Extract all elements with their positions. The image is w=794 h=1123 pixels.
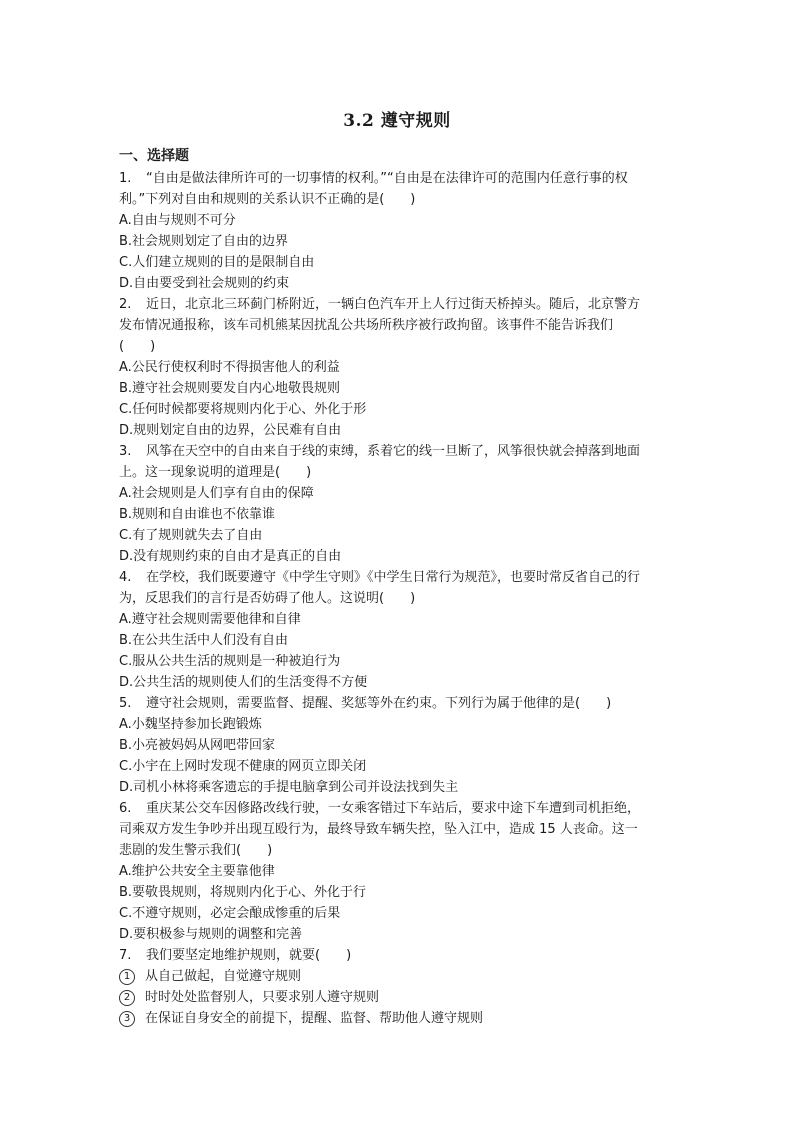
question-number: 7.: [119, 948, 132, 963]
circled-number-icon: 2: [119, 990, 135, 1006]
option-b: B.在公共生活中人们没有自由: [119, 633, 289, 648]
question-5: [119, 693, 685, 798]
question-3: [119, 441, 685, 567]
option-b: B.规则和自由谁也不依靠谁: [119, 507, 276, 522]
circled-number-icon: 3: [119, 1011, 135, 1027]
question-stem: 4. 在学校，我们既要遵守《中学生守则》《中学生日常行为规范》，也要时常反省自己的行: [119, 567, 685, 588]
numbered-item-2: 2 时时处处监督别人，只要求别人遵守规则: [119, 987, 685, 1008]
question-stem-line: 为，反思我们的言行是否妨碍了他人。这说明( ): [119, 591, 416, 606]
option-b: B.要敬畏规则，将规则内化于心、外化于行: [119, 885, 367, 900]
question-stem: 2. 近日，北京北三环蓟门桥附近，一辆白色汽车开上人行过街天桥掉头。随后，北京警方: [119, 294, 685, 315]
question-1: [119, 168, 685, 294]
option-d: D.自由要受到社会规则的约束: [119, 276, 290, 291]
option-c: C.不遵守规则，必定会酿成惨重的后果: [119, 906, 341, 921]
question-stem-line: ( ): [119, 339, 156, 354]
section-heading: 一、选择题: [119, 148, 189, 164]
option-c: C.人们建立规则的目的是限制自由: [119, 255, 315, 270]
circled-number-icon: 1: [119, 969, 135, 985]
question-stem-line: 发布情况通报称，该车司机熊某因扰乱公共场所秩序被行政拘留。该事件不能告诉我们: [119, 318, 614, 333]
numbered-item-1: 1 从自己做起，自觉遵守规则: [119, 966, 685, 987]
option-a: A.维护公共安全主要靠他律: [119, 864, 275, 879]
option-b: B.遵守社会规则要发自内心地敬畏规则: [119, 381, 341, 396]
question-stem: 7. 我们要坚定地维护规则，就要( ): [119, 945, 685, 966]
question-number: 5.: [119, 696, 132, 711]
question-stem: 5. 遵守社会规则，需要监督、提醒、奖惩等外在约束。下列行为属于他律的是( ): [119, 693, 685, 714]
option-b: B.社会规则划定了自由的边界: [119, 234, 289, 249]
question-4: [119, 567, 685, 693]
option-d: D.公共生活的规则使人们的生活变得不方便: [119, 675, 368, 690]
question-number: 4.: [119, 570, 132, 585]
option-c: C.小宇在上网时发现不健康的网页立即关闭: [119, 759, 367, 774]
question-stem-line: 悲剧的发生警示我们( ): [119, 843, 273, 858]
option-d: D.要积极参与规则的调整和完善: [119, 927, 303, 942]
question-stem: 1. “自由是做法律所许可的一切事情的权利。”“自由是在法律许可的范围内任意行事的权: [119, 168, 685, 189]
question-2: [119, 294, 685, 441]
question-stem: 6. 重庆某公交车因修路改线行驶，一女乘客错过下车站后，要求中途下车遭到司机拒绝，: [119, 798, 685, 819]
question-number: 6.: [119, 801, 132, 816]
question-number: 2.: [119, 297, 132, 312]
option-d: D.没有规则约束的自由才是真正的自由: [119, 549, 342, 564]
option-d: D.司机小林将乘客遗忘的手提电脑拿到公司并设法找到失主: [119, 780, 459, 795]
option-c: C.任何时候都要将规则内化于心、外化于形: [119, 402, 367, 417]
option-c: C.服从公共生活的规则是一种被迫行为: [119, 654, 341, 669]
question-list: [119, 168, 685, 1029]
question-stem-line: 上。这一现象说明的道理是( ): [119, 465, 312, 480]
option-a: A.小魏坚持参加长跑锻炼: [119, 717, 262, 732]
option-a: A.遵守社会规则需要他律和自律: [119, 612, 301, 627]
question-stem: 3. 风筝在天空中的自由来自于线的束缚，系着它的线一旦断了，风筝很快就会掉落到地面: [119, 441, 685, 462]
option-a: A.社会规则是人们享有自由的保障: [119, 486, 314, 501]
option-d: D.规则划定自由的边界，公民难有自由: [119, 423, 342, 438]
question-stem-line: 利。”下列对自由和规则的关系认识不正确的是( ): [119, 192, 416, 207]
question-7: [119, 945, 685, 1029]
question-stem-line: 司乘双方发生争吵并出现互殴行为，最终导致车辆失控，坠入江中，造成 15 人丧命。这一: [119, 822, 638, 837]
option-b: B.小亮被妈妈从网吧带回家: [119, 738, 276, 753]
option-a: A.自由与规则不可分: [119, 213, 236, 228]
numbered-item-3: 3 在保证自身安全的前提下，提醒、监督、帮助他人遵守规则: [119, 1008, 685, 1029]
question-6: [119, 798, 685, 945]
question-number: 3.: [119, 444, 132, 459]
question-number: 1.: [119, 171, 132, 186]
option-a: A.公民行使权利时不得损害他人的利益: [119, 360, 340, 375]
page-title: 3.2 遵守规则: [343, 111, 451, 131]
option-c: C.有了规则就失去了自由: [119, 528, 263, 543]
